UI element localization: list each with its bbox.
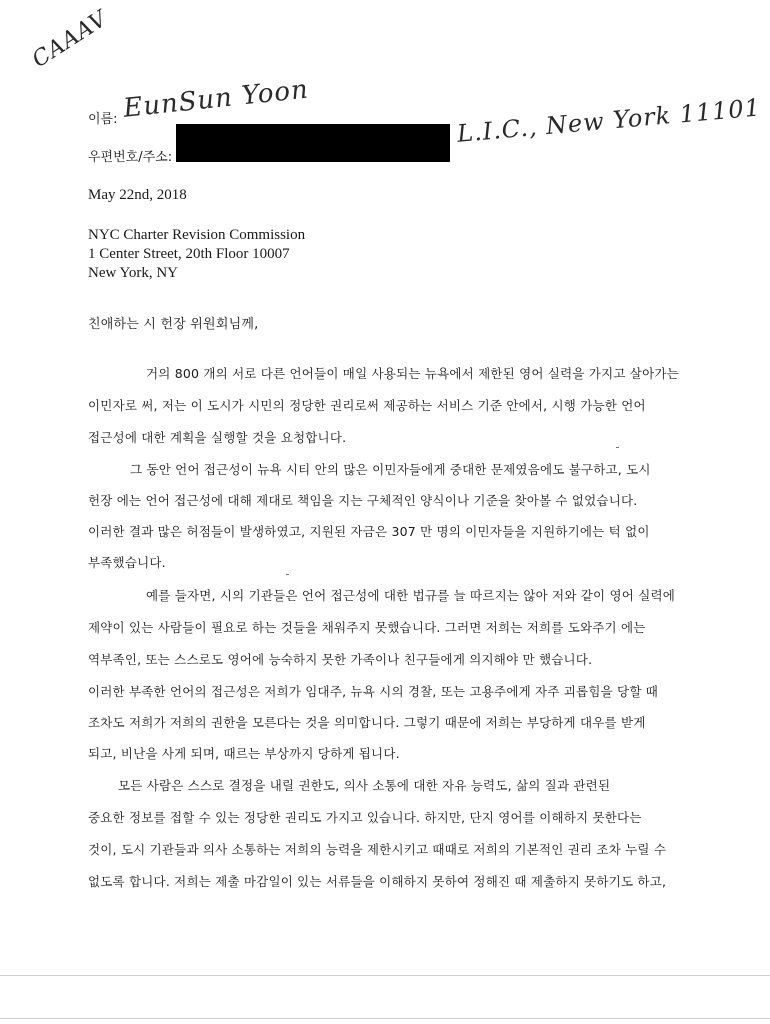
body-line: 부족했습니다. (88, 555, 166, 570)
scan-speck (286, 574, 289, 575)
body-line: 이러한 결과 많은 허점들이 발생하였고, 지원된 자금은 307 만 명의 이민자들을 지원하기에는 턱 없이 (88, 524, 650, 539)
body-line: 이민자로 써, 저는 이 도시가 시민의 정당한 권리로써 제공하는 서비스 기준 안에서, 시행 가능한 언어 (88, 398, 646, 413)
letter-date: May 22nd, 2018 (88, 187, 187, 203)
body-line: 제약이 있는 사람들이 필요로 하는 것들을 채워주지 못했습니다. 그러면 저희는 저희를 도와주기 에는 (88, 620, 646, 635)
body-line: 조차도 저희가 저희의 권한을 모른다는 것을 의미합니다. 그렇기 때문에 저희는 부당하게 대우를 받게 (88, 715, 646, 730)
body-line: 없도록 합니다. 저희는 제출 마감일이 있는 서류들을 이해하지 못하여 정해진 때 제출하지 못하기도 하고, (88, 874, 667, 889)
body-line: 모든 사람은 스스로 결정을 내릴 권한도, 의사 소통에 대한 자유 능력도, 삶의 질과 관련된 (118, 778, 611, 793)
body-line: 중요한 정보를 접할 수 있는 정당한 권리도 가지고 있습니다. 하지만, 단지 영어를 이해하지 못한다는 (88, 810, 642, 825)
scan-edge-line (0, 1018, 770, 1019)
name-label: 이름: (88, 112, 118, 127)
body-line: 접근성에 대한 계획을 실행할 것을 요청합니다. (88, 430, 347, 445)
body-line: 그 동안 언어 접근성이 뉴욕 시티 안의 많은 이민자들에게 중대한 문제였음에도 불구하고, 도시 (130, 462, 651, 477)
handwritten-corner-note: CAAAV (28, 6, 113, 73)
body-line: 헌장 에는 언어 접근성에 대해 제대로 책임을 지는 구체적인 양식이나 기준을 찾아볼 수 없었습니다. (88, 493, 638, 508)
salutation: 친애하는 시 헌장 위원회님께, (88, 317, 259, 332)
scan-edge-line (0, 975, 770, 976)
scan-speck (616, 447, 619, 448)
handwritten-address: L.I.C., New York 11101 (456, 93, 762, 148)
recipient-line-3: New York, NY (88, 265, 179, 281)
body-line: 예를 들자면, 시의 기관들은 언어 접근성에 대한 법규를 늘 따르지는 않아 저와 같이 영어 실력에 (146, 588, 676, 603)
body-line: 이러한 부족한 언어의 접근성은 저희가 임대주, 뉴욕 시의 경찰, 또는 고용주에게 자주 괴롭힘을 당할 때 (88, 684, 659, 699)
handwritten-name: EunSun Yoon (122, 74, 311, 124)
body-line: 역부족인, 또는 스스로도 영어에 능숙하지 못한 가족이나 친구들에게 의지해야 만 했습니다. (88, 652, 593, 667)
body-line: 거의 800 개의 서로 다른 언어들이 매일 사용되는 뉴욕에서 제한된 영어 실력을 가지고 살아가는 (146, 366, 679, 381)
body-line: 되고, 비난을 사게 되며, 때르는 부상까지 당하게 됩니다. (88, 746, 400, 761)
recipient-line-1: NYC Charter Revision Commission (88, 227, 306, 243)
redaction-bar (176, 124, 450, 162)
body-line: 것이, 도시 기관들과 의사 소통하는 저희의 능력을 제한시키고 때때로 저희의 기본적인 권리 조차 누릴 수 (88, 842, 667, 857)
recipient-line-2: 1 Center Street, 20th Floor 10007 (88, 246, 290, 262)
address-label: 우편번호/주소: (88, 150, 173, 165)
